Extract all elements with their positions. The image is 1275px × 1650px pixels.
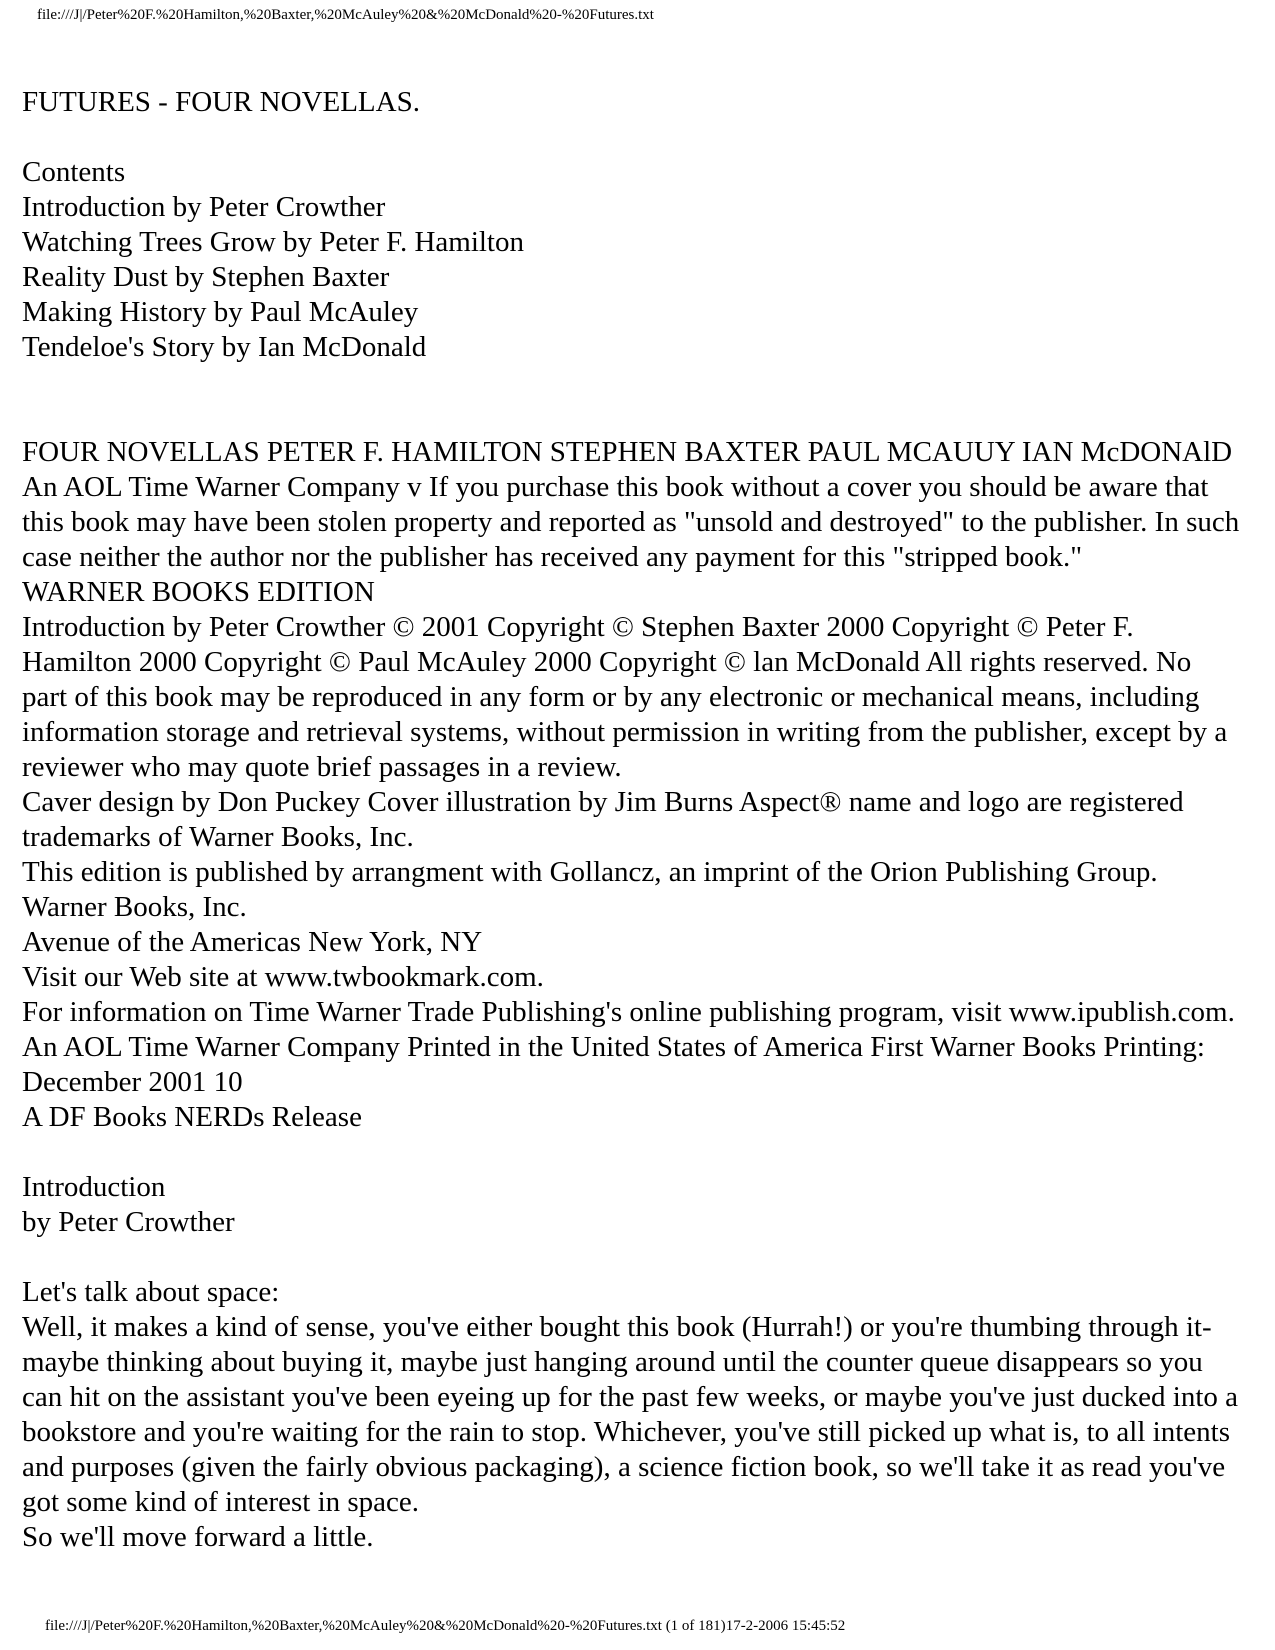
text-line: An AOL Time Warner Company v If you purchase this book without a cover you should be aware that bbox=[22, 471, 1209, 503]
text-line bbox=[22, 120, 1262, 155]
text-line: An AOL Time Warner Company Printed in the United States of America First Warner Books Printing: bbox=[22, 1031, 1205, 1063]
text-line: Making History by Paul McAuley bbox=[22, 296, 419, 328]
text-line: Well, it makes a kind of sense, you've either bought this book (Hurrah!) or you're thumbing through it- bbox=[22, 1311, 1212, 1343]
text-line bbox=[22, 365, 1262, 400]
text-line: A DF Books NERDs Release bbox=[22, 1101, 362, 1133]
text-line: case neither the author nor the publisher has received any payment for this "stripped book." bbox=[22, 541, 1083, 573]
header-file-url: file:///J|/Peter%20F.%20Hamilton,%20Baxter,%20McAuley%20&%20McDonald%20-%20Futures.txt bbox=[37, 7, 654, 23]
text-line: Introduction by Peter Crowther © 2001 Copyright © Stephen Baxter 2000 Copyright © Peter F. bbox=[22, 611, 1134, 643]
text-line: WARNER BOOKS EDITION bbox=[22, 576, 375, 608]
text-line: December 2001 10 bbox=[22, 1066, 243, 1098]
text-line: Visit our Web site at www.twbookmark.com. bbox=[22, 961, 544, 993]
footer-page-count: (1 of 181) bbox=[661, 1618, 726, 1634]
text-line: Introduction bbox=[22, 1171, 166, 1203]
text-line: Tendeloe's Story by Ian McDonald bbox=[22, 331, 427, 363]
text-line: Contents bbox=[22, 156, 126, 188]
document-text bbox=[22, 85, 1262, 1555]
text-line: part of this book may be reproduced in any form or by any electronic or mechanical means, including bbox=[22, 681, 1200, 713]
text-line: reviewer who may quote brief passages in a review. bbox=[22, 751, 622, 783]
text-line: this book may have been stolen property and reported as "unsold and destroyed" to the publisher. In such bbox=[22, 506, 1240, 538]
text-line: Caver design by Don Puckey Cover illustration by Jim Burns Aspect® name and logo are registered bbox=[22, 786, 1184, 818]
text-line: can hit on the assistant you've been eyeing up for the past few weeks, or maybe you've just ducked into a bbox=[22, 1381, 1239, 1413]
text-line: information storage and retrieval systems, without permission in writing from the publisher, except by a bbox=[22, 716, 1228, 748]
text-line: Hamilton 2000 Copyright © Paul McAuley 2000 Copyright © lan McDonald All rights reserved. No bbox=[22, 646, 1192, 678]
text-line: trademarks of Warner Books, Inc. bbox=[22, 821, 414, 853]
text-line: Reality Dust by Stephen Baxter bbox=[22, 261, 390, 293]
footer-file-url: file:///J|/Peter%20F.%20Hamilton,%20Baxter,%20McAuley%20&%20McDonald%20-%20Futures.txt bbox=[45, 1618, 662, 1634]
text-line: FOUR NOVELLAS PETER F. HAMILTON STEPHEN BAXTER PAUL MCAUUY IAN McDONAlD bbox=[22, 436, 1233, 468]
text-line bbox=[22, 1240, 1262, 1275]
text-line: by Peter Crowther bbox=[22, 1206, 235, 1238]
text-line: Watching Trees Grow by Peter F. Hamilton bbox=[22, 226, 524, 258]
text-line bbox=[22, 400, 1262, 435]
text-line: FUTURES - FOUR NOVELLAS. bbox=[22, 86, 420, 118]
text-line: and purposes (given the fairly obvious packaging), a science fiction book, so we'll take it as read you've bbox=[22, 1451, 1226, 1483]
text-line: maybe thinking about buying it, maybe just hanging around until the counter queue disappears so you bbox=[22, 1346, 1203, 1378]
text-line: Introduction by Peter Crowther bbox=[22, 191, 386, 223]
text-line: bookstore and you're waiting for the rain to stop. Whichever, you've still picked up what is, to all intents bbox=[22, 1416, 1230, 1448]
text-line: For information on Time Warner Trade Publishing's online publishing program, visit www.ipublish.com. bbox=[22, 996, 1235, 1028]
text-line: So we'll move forward a little. bbox=[22, 1521, 374, 1553]
text-line: Warner Books, Inc. bbox=[22, 891, 247, 923]
text-line bbox=[22, 1135, 1262, 1170]
footer-timestamp: 17-2-2006 15:45:52 bbox=[725, 1618, 846, 1634]
text-line: This edition is published by arrangment with Gollancz, an imprint of the Orion Publishing Group. bbox=[22, 856, 1158, 888]
text-line: Let's talk about space: bbox=[22, 1276, 280, 1308]
footer bbox=[45, 1617, 845, 1635]
text-line: got some kind of interest in space. bbox=[22, 1486, 420, 1518]
text-line: Avenue of the Americas New York, NY bbox=[22, 926, 483, 958]
